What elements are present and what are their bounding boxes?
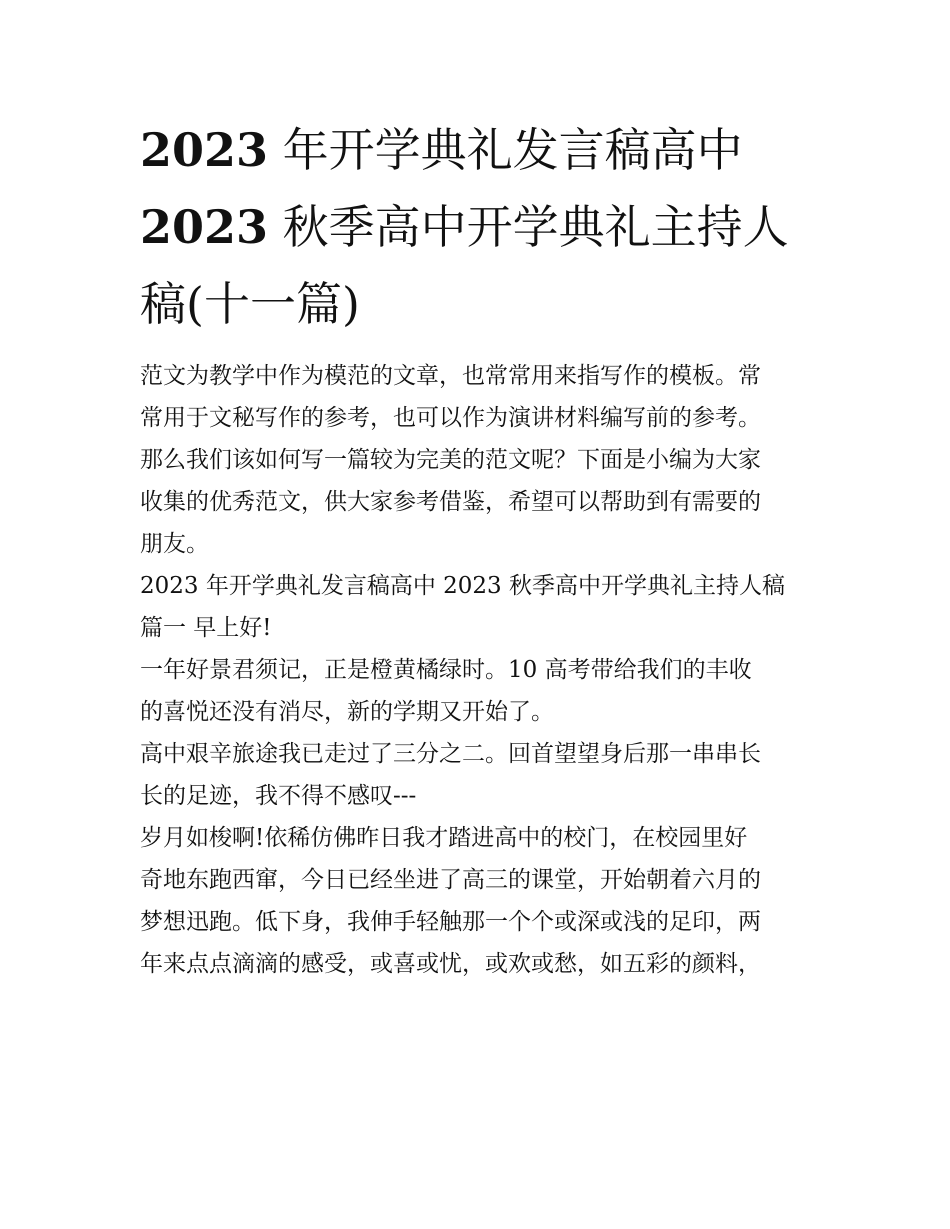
body-paragraph bbox=[140, 649, 815, 733]
document-title bbox=[140, 112, 815, 343]
text-line: 岁月如梭啊!依稀仿佛昨日我才踏进高中的校门，在校园里好 bbox=[140, 825, 748, 851]
text-line: 那么我们该如何写一篇较为完美的范文呢？下面是小编为大家 bbox=[140, 447, 761, 473]
title-line bbox=[140, 189, 815, 266]
title-text: 年开学典礼发言稿高中 bbox=[268, 123, 743, 177]
title-line bbox=[140, 112, 815, 189]
title-line bbox=[140, 266, 815, 343]
text-line: 长的足迹，我不得不感叹--- bbox=[140, 783, 417, 809]
text-line: 高中艰辛旅途我已走过了三分之二。回首望望身后那一串串长 bbox=[140, 741, 761, 767]
intro-paragraph bbox=[140, 355, 815, 565]
text-line: 的喜悦还没有消尽，新的学期又开始了。 bbox=[140, 699, 554, 725]
text-line: 收集的优秀范文，供大家参考借鉴，希望可以帮助到有需要的 bbox=[140, 489, 761, 515]
document-content bbox=[140, 112, 815, 985]
text-line: 年来点点滴滴的感受，或喜或忧，或欢或愁，如五彩的颜料， bbox=[140, 951, 761, 977]
text-line: 朋友。 bbox=[140, 531, 209, 557]
body-paragraph bbox=[140, 817, 815, 985]
subtitle-paragraph bbox=[140, 565, 815, 607]
text-line: 奇地东跑西窜，今日已经坐进了高三的课堂，开始朝着六月的 bbox=[140, 867, 761, 893]
text-line: 2023 年开学典礼发言稿高中 2023 秋季高中开学典礼主持人稿 bbox=[140, 573, 785, 599]
body-paragraph bbox=[140, 733, 815, 817]
title-text: 稿(十一篇) bbox=[140, 277, 360, 331]
text-line: 范文为教学中作为模范的文章，也常常用来指写作的模板。常 bbox=[140, 363, 761, 389]
text-line: 梦想迅跑。低下身，我伸手轻触那一个个或深或浅的足印，两 bbox=[140, 909, 761, 935]
text-line: 篇一 早上好! bbox=[140, 615, 272, 641]
section-heading bbox=[140, 607, 815, 649]
title-year: 2023 bbox=[140, 123, 269, 177]
text-line: 一年好景君须记，正是橙黄橘绿时。10 高考带给我们的丰收 bbox=[140, 657, 752, 683]
text-line: 常用于文秘写作的参考，也可以作为演讲材料编写前的参考。 bbox=[140, 405, 761, 431]
title-year: 2023 bbox=[140, 200, 269, 254]
title-text: 秋季高中开学典礼主持人 bbox=[268, 200, 789, 254]
